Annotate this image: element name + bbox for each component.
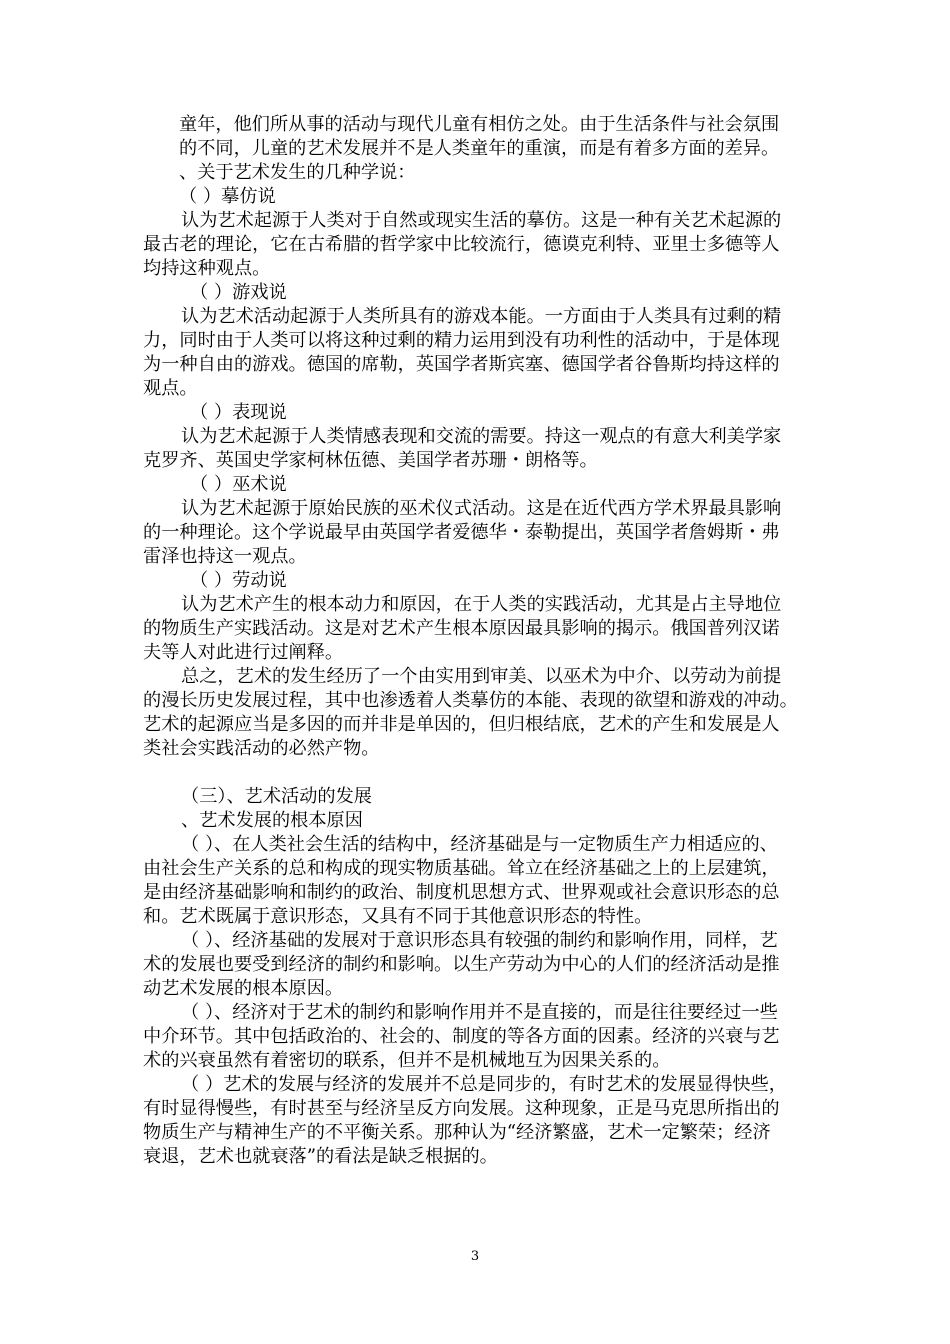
text-line: 、关于艺术发生的几种学说： <box>179 162 416 183</box>
text-line: 术的兴衰虽然有着密切的联系，但并不是机械地互为因果关系的。 <box>143 1050 671 1071</box>
text-line: 的物质生产实践活动。这是对艺术产生根本原因最具影响的揭示。俄国普列汉诺 <box>143 618 780 639</box>
text-line: 总之，艺术的发生经历了一个由实用到审美、以巫术为中介、以劳动为前提 <box>181 666 782 687</box>
blank-line <box>143 761 808 785</box>
text-line: 中介环节。其中包括政治的、社会的、制度的等各方面的因素。经济的兴衰与艺 <box>143 1026 780 1047</box>
text-line: （ ）劳动说 <box>190 570 287 591</box>
text-line: 由社会生产关系的总和构成的现实物质基础。耸立在经济基础之上的上层建筑， <box>143 858 780 879</box>
text-line: 衰退，艺术也就衰落”的看法是缺乏根据的。 <box>143 1146 498 1167</box>
text-line: 有时显得慢些，有时甚至与经济呈反方向发展。这种现象，正是马克思所指出的 <box>143 1098 780 1119</box>
text-line: 是由经济基础影响和制约的政治、制度机思想方式、世界观或社会意识形态的总 <box>143 882 780 903</box>
text-line: 均持这种观点。 <box>143 258 271 279</box>
text-line: 的一种理论。这个学说最早由英国学者爱德华・泰勒提出，英国学者詹姆斯・弗 <box>143 522 780 543</box>
text-line: 的不同，儿童的艺术发展并不是人类童年的重演，而是有着多方面的差异。 <box>179 138 780 159</box>
text-line: 、艺术发展的根本原因 <box>181 810 363 831</box>
text-line: 夫等人对此进行过阐释。 <box>143 642 344 663</box>
text-line: 艺术的起源应当是多因的而并非是单因的，但归根结底，艺术的产生和发展是人 <box>143 714 780 735</box>
text-line: 雷泽也持这一观点。 <box>143 546 307 567</box>
text-line: 观点。 <box>143 378 198 399</box>
text-line: 认为艺术起源于人类对于自然或现实生活的摹仿。这是一种有关艺术起源的 <box>181 210 782 231</box>
text-line: （三）、艺术活动的发展 <box>181 786 372 807</box>
document-body <box>143 113 808 1169</box>
text-line: 认为艺术起源于原始民族的巫术仪式活动。这是在近代西方学术界最具影响 <box>181 498 782 519</box>
text-line: 克罗齐、英国史学家柯林伍德、美国学者苏珊・朗格等。 <box>143 450 598 471</box>
text-line: 动艺术发展的根本原因。 <box>143 978 344 999</box>
text-line: 和。艺术既属于意识形态，又具有不同于其他意识形态的特性。 <box>143 906 653 927</box>
text-line: 为一种自由的游戏。德国的席勒，英国学者斯宾塞、德国学者谷鲁斯均持这样的 <box>143 354 780 375</box>
text-line: （ ）艺术的发展与经济的发展并不总是同步的，有时艺术的发展显得快些， <box>181 1074 787 1095</box>
text-line: 童年，他们所从事的活动与现代儿童有相仿之处。由于生活条件与社会氛围 <box>179 114 780 135</box>
text-line: （ ）游戏说 <box>190 282 287 303</box>
text-line: 力，同时由于人类可以将这种过剩的精力运用到没有功利性的活动中，于是体现 <box>143 330 780 351</box>
text-line: （ ）巫术说 <box>190 474 287 495</box>
text-line: （ ）、在人类社会生活的结构中，经济基础是与一定物质生产力相适应的、 <box>181 834 778 855</box>
text-line: 的漫长历史发展过程，其中也渗透着人类摹仿的本能、表现的欲望和游戏的冲动。 <box>143 690 798 711</box>
text-line: 认为艺术活动起源于人类所具有的游戏本能。一方面由于人类具有过剩的精 <box>181 306 782 327</box>
text-line: 类社会实践活动的必然产物。 <box>143 738 380 759</box>
text-line: （ ）摹仿说 <box>179 186 276 207</box>
text-line: 最古老的理论，它在古希腊的哲学家中比较流行，德谟克利特、亚里士多德等人 <box>143 234 780 255</box>
text-line: 术的发展也要受到经济的制约和影响。以生产劳动为中心的人们的经济活动是推 <box>143 954 780 975</box>
page-number: 3 <box>470 1249 480 1264</box>
text-line: （ ）、经济对于艺术的制约和影响作用并不是直接的，而是往往要经过一些 <box>181 1002 778 1023</box>
text-line: （ ）表现说 <box>190 402 287 423</box>
text-line: 物质生产与精神生产的不平衡关系。那种认为“经济繁盛，艺术一定繁荣；经济 <box>143 1122 771 1143</box>
text-line: 认为艺术起源于人类情感表现和交流的需要。持这一观点的有意大利美学家 <box>181 426 782 447</box>
text-line: （ ）、经济基础的发展对于意识形态具有较强的制约和影响作用，同样，艺 <box>181 930 778 951</box>
text-line: 认为艺术产生的根本动力和原因，在于人类的实践活动，尤其是占主导地位 <box>181 594 782 615</box>
